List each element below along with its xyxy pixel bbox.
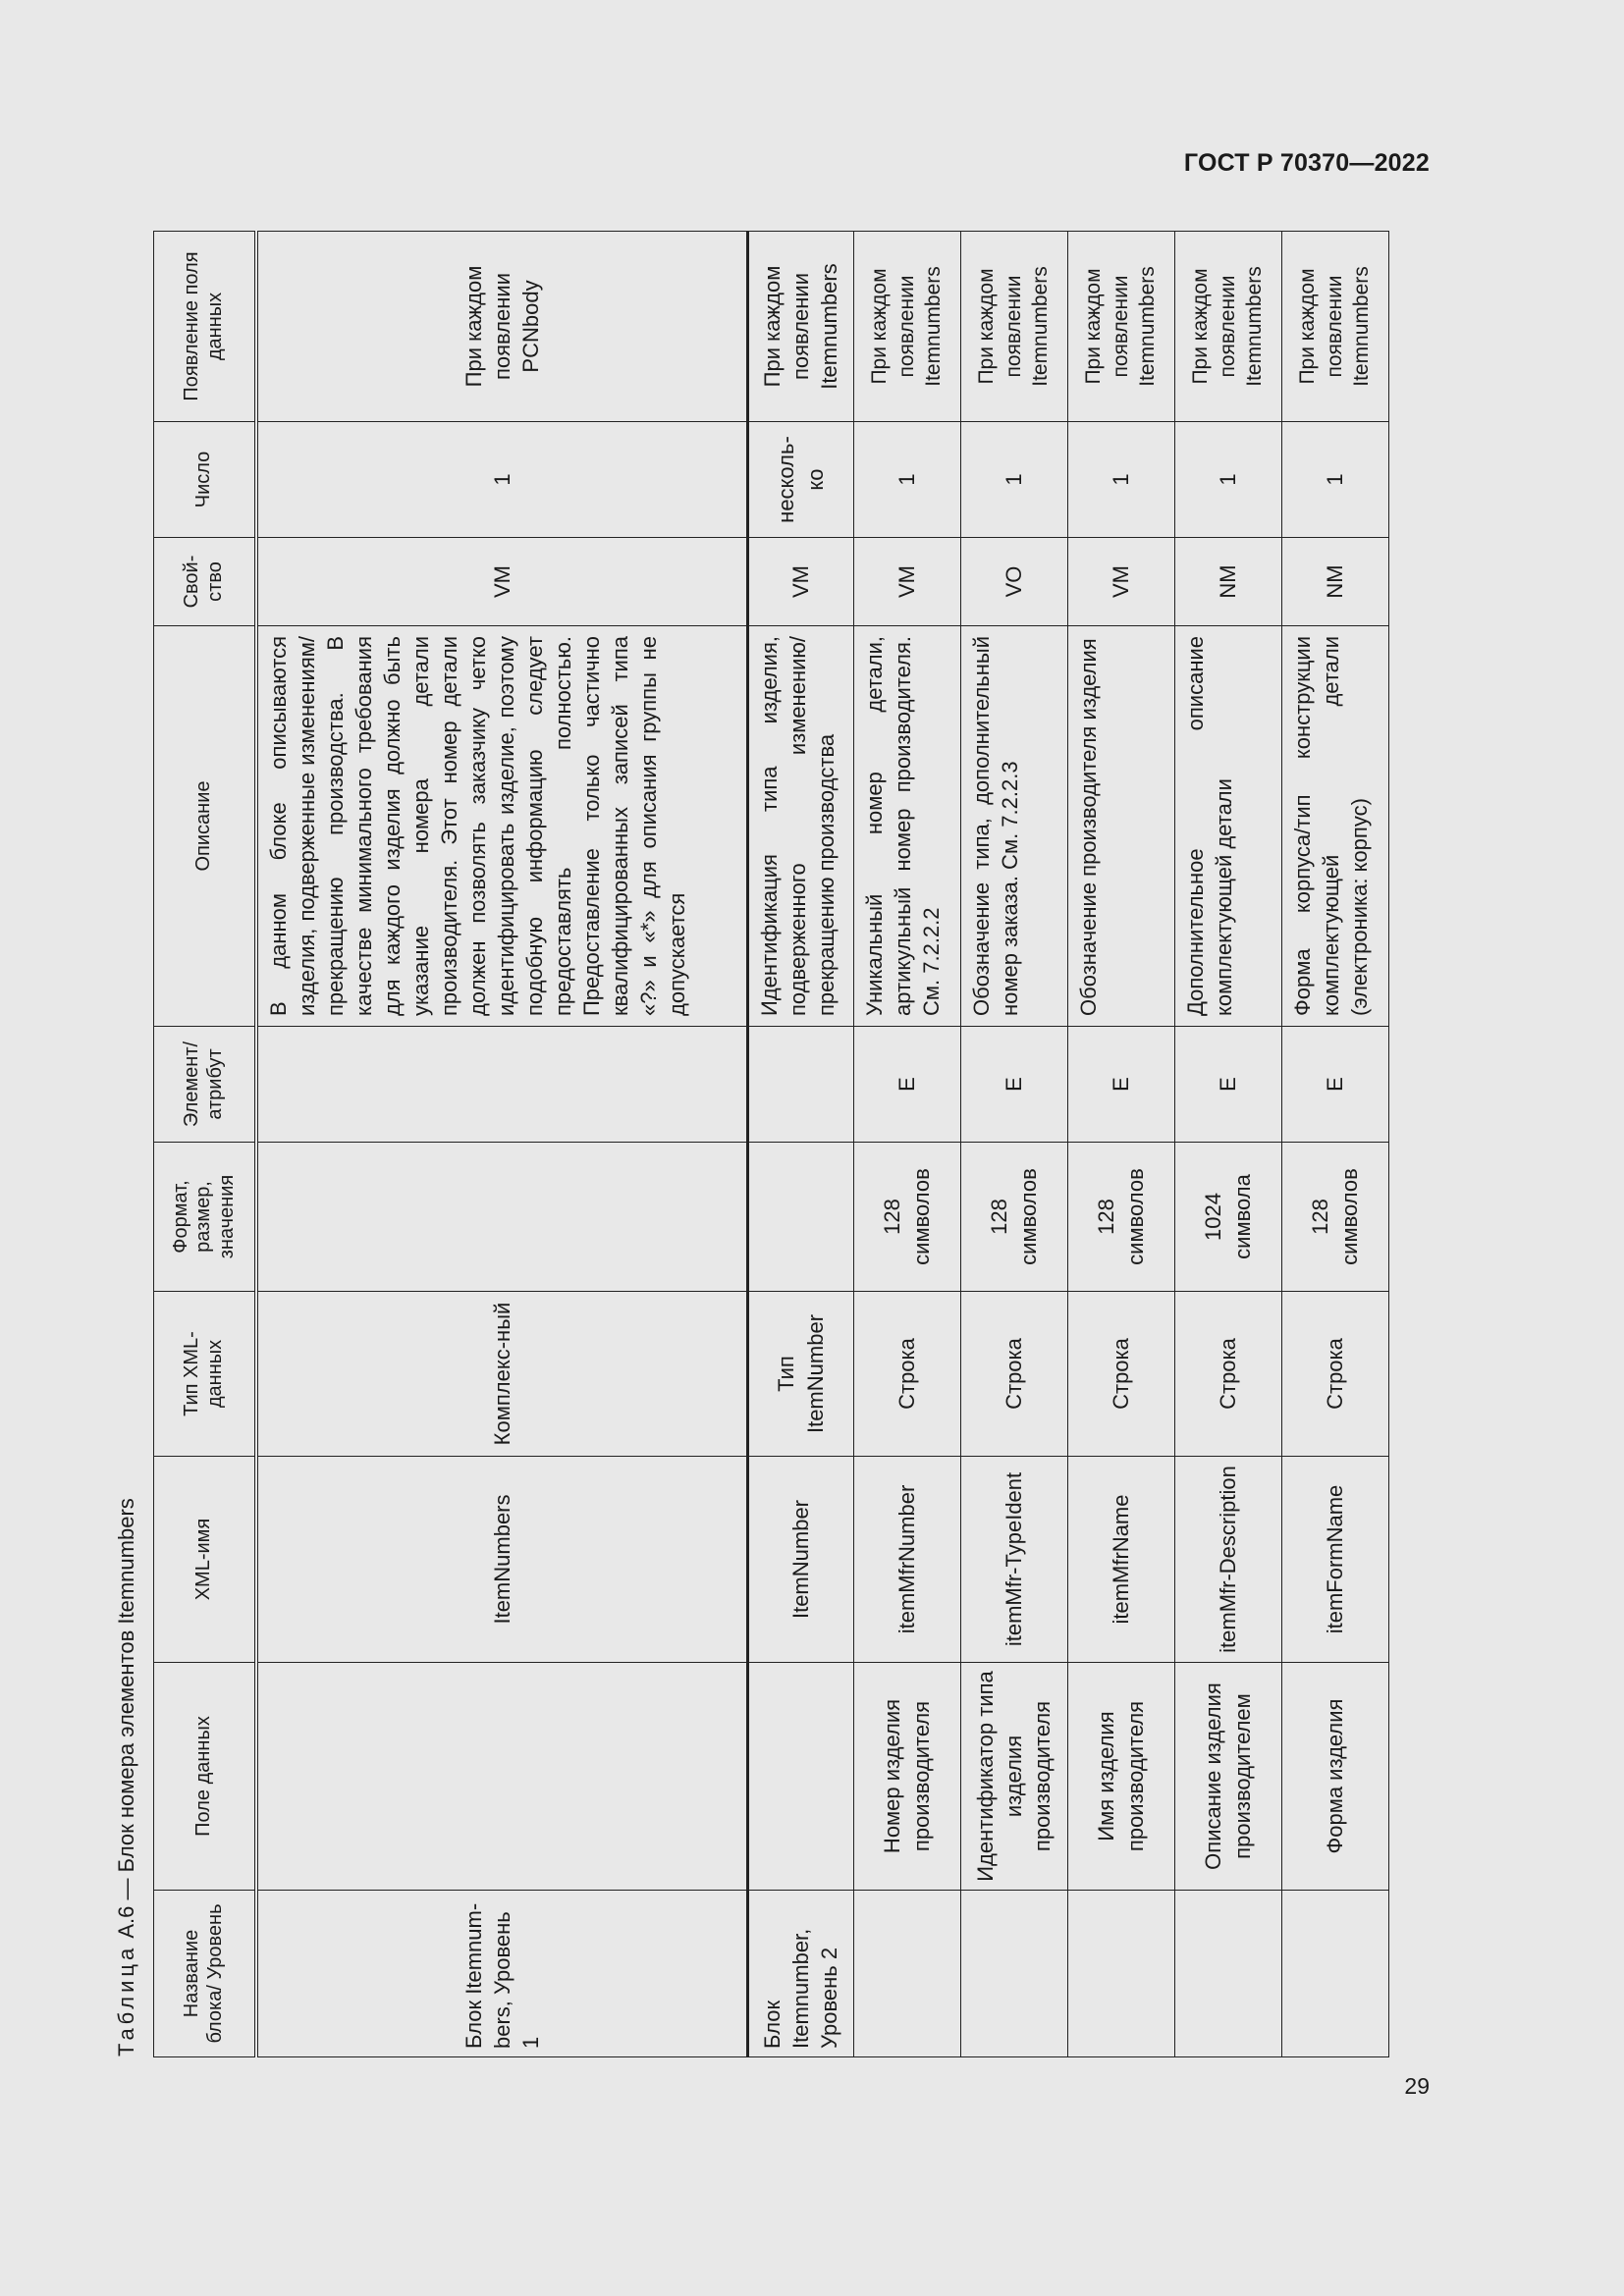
cell-xml-name: ItemNumbers bbox=[256, 1457, 747, 1663]
cell-property: VO bbox=[960, 538, 1067, 626]
cell-description: Обозначение типа, дополнительный номер заказа. См. 7.2.2.3 bbox=[960, 626, 1067, 1027]
cell-count: несколь-ко bbox=[747, 422, 853, 538]
cell-description: В данном блоке описываются изделия, подверженные изменениям/прекращению производства. В качестве минимального требования для каждого изделия должно быть указание номера детали производителя. Этот номер детали должен позволять заказчику четко идентифицировать изделие, поэтому подобную информацию следует предоставлять полностью. Предоставление только частично квалифицированных записей типа «?» и «*» для описания группы не допускается bbox=[256, 626, 747, 1027]
itemnumbers-table bbox=[153, 231, 1389, 2057]
cell-occurrence: При каждом появлении Itemnumbers bbox=[853, 232, 960, 422]
cell-xml-name: itemMfrName bbox=[1067, 1457, 1174, 1663]
cell-description: Идентификация типа изделия, подверженного изменению/прекращению производства bbox=[747, 626, 853, 1027]
cell-property: VM bbox=[747, 538, 853, 626]
cell-occurrence: При каждом появлении Itemnumbers bbox=[1174, 232, 1281, 422]
cell-count: 1 bbox=[853, 422, 960, 538]
col-header-count: Число bbox=[154, 422, 257, 538]
table-row bbox=[1281, 232, 1388, 2057]
table-row bbox=[747, 232, 853, 2057]
table-header-row bbox=[154, 232, 257, 2057]
document-code: ГОСТ Р 70370—2022 bbox=[1183, 149, 1430, 177]
cell-field bbox=[256, 1663, 747, 1891]
cell-xml-type: Строка bbox=[1067, 1292, 1174, 1457]
cell-occurrence: При каждом появлении Itemnumbers bbox=[747, 232, 853, 422]
cell-field: Идентификатор типа изделия производителя bbox=[960, 1663, 1067, 1891]
cell-block bbox=[853, 1891, 960, 2057]
cell-property: NM bbox=[1174, 538, 1281, 626]
cell-property: VM bbox=[1067, 538, 1174, 626]
cell-count: 1 bbox=[1281, 422, 1388, 538]
cell-xml-name: itemMfr-Description bbox=[1174, 1457, 1281, 1663]
col-header-field: Поле данных bbox=[154, 1663, 257, 1891]
cell-format: 1024 символа bbox=[1174, 1143, 1281, 1292]
cell-xml-name: itemFormName bbox=[1281, 1457, 1388, 1663]
cell-description: Дополнительное описание комплектующей детали bbox=[1174, 626, 1281, 1027]
cell-xml-type: Строка bbox=[1174, 1292, 1281, 1457]
cell-count: 1 bbox=[1174, 422, 1281, 538]
table-wrapper bbox=[153, 232, 1386, 2057]
cell-block: Блок Itemnumber, Уровень 2 bbox=[747, 1891, 853, 2057]
cell-description: Форма корпуса/тип конструкции комплектующей детали (электроника: корпус) bbox=[1281, 626, 1388, 1027]
cell-description: Уникальный номер детали, артикульный номер производителя. См. 7.2.2.2 bbox=[853, 626, 960, 1027]
cell-block bbox=[1174, 1891, 1281, 2057]
col-header-property: Свой-ство bbox=[154, 538, 257, 626]
cell-xml-type: Комплекс-ный bbox=[256, 1292, 747, 1457]
table-row bbox=[1067, 232, 1174, 2057]
cell-elem-attr: E bbox=[960, 1027, 1067, 1143]
cell-elem-attr: E bbox=[1174, 1027, 1281, 1143]
page-number: 29 bbox=[1404, 2073, 1430, 2099]
cell-field: Номер изделия производителя bbox=[853, 1663, 960, 1891]
cell-property: VM bbox=[256, 538, 747, 626]
cell-count: 1 bbox=[256, 422, 747, 538]
cell-xml-name: itemMfrNumber bbox=[853, 1457, 960, 1663]
table-row bbox=[256, 232, 747, 2057]
col-header-occurrence: Появление поля данных bbox=[154, 232, 257, 422]
col-header-xml-type: Тип XML-данных bbox=[154, 1292, 257, 1457]
table-caption bbox=[114, 1498, 139, 2056]
cell-property: NM bbox=[1281, 538, 1388, 626]
cell-field: Описание изделия производителем bbox=[1174, 1663, 1281, 1891]
cell-field bbox=[747, 1663, 853, 1891]
cell-format: 128 символов bbox=[960, 1143, 1067, 1292]
col-header-xml-name: XML-имя bbox=[154, 1457, 257, 1663]
cell-format: 128 символов bbox=[853, 1143, 960, 1292]
caption-text: А.6 — Блок номера элементов Itemnumbers bbox=[114, 1498, 138, 1945]
col-header-elem-attr: Элемент/ атрибут bbox=[154, 1027, 257, 1143]
cell-block: Блок Itemnum-bers, Уровень 1 bbox=[256, 1891, 747, 2057]
cell-block bbox=[1281, 1891, 1388, 2057]
col-header-description: Описание bbox=[154, 626, 257, 1027]
col-header-block: Название блока/ Уровень bbox=[154, 1891, 257, 2057]
table-row bbox=[853, 232, 960, 2057]
table-row bbox=[960, 232, 1067, 2057]
cell-description: Обозначение производителя изделия bbox=[1067, 626, 1174, 1027]
cell-xml-type: Строка bbox=[853, 1292, 960, 1457]
cell-elem-attr: E bbox=[1067, 1027, 1174, 1143]
cell-occurrence: При каждом появлении PCNbody bbox=[256, 232, 747, 422]
cell-format bbox=[747, 1143, 853, 1292]
cell-count: 1 bbox=[1067, 422, 1174, 538]
cell-xml-type: Строка bbox=[960, 1292, 1067, 1457]
caption-prefix: Таблица bbox=[114, 1944, 138, 2056]
cell-occurrence: При каждом появлении Itemnumbers bbox=[960, 232, 1067, 422]
col-header-format: Формат, размер, значения bbox=[154, 1143, 257, 1292]
cell-elem-attr: E bbox=[853, 1027, 960, 1143]
cell-xml-name: itemMfr-TypeIdent bbox=[960, 1457, 1067, 1663]
cell-property: VM bbox=[853, 538, 960, 626]
cell-occurrence: При каждом появлении Itemnumbers bbox=[1281, 232, 1388, 422]
cell-format bbox=[256, 1143, 747, 1292]
cell-format: 128 символов bbox=[1281, 1143, 1388, 1292]
cell-block bbox=[960, 1891, 1067, 2057]
cell-field: Форма изделия bbox=[1281, 1663, 1388, 1891]
table-row bbox=[1174, 232, 1281, 2057]
cell-format: 128 символов bbox=[1067, 1143, 1174, 1292]
cell-elem-attr: E bbox=[1281, 1027, 1388, 1143]
cell-xml-type: Тип ItemNumber bbox=[747, 1292, 853, 1457]
cell-elem-attr bbox=[747, 1027, 853, 1143]
cell-occurrence: При каждом появлении Itemnumbers bbox=[1067, 232, 1174, 422]
cell-count: 1 bbox=[960, 422, 1067, 538]
cell-field: Имя изделия производителя bbox=[1067, 1663, 1174, 1891]
cell-block bbox=[1067, 1891, 1174, 2057]
cell-elem-attr bbox=[256, 1027, 747, 1143]
cell-xml-type: Строка bbox=[1281, 1292, 1388, 1457]
cell-xml-name: ItemNumber bbox=[747, 1457, 853, 1663]
